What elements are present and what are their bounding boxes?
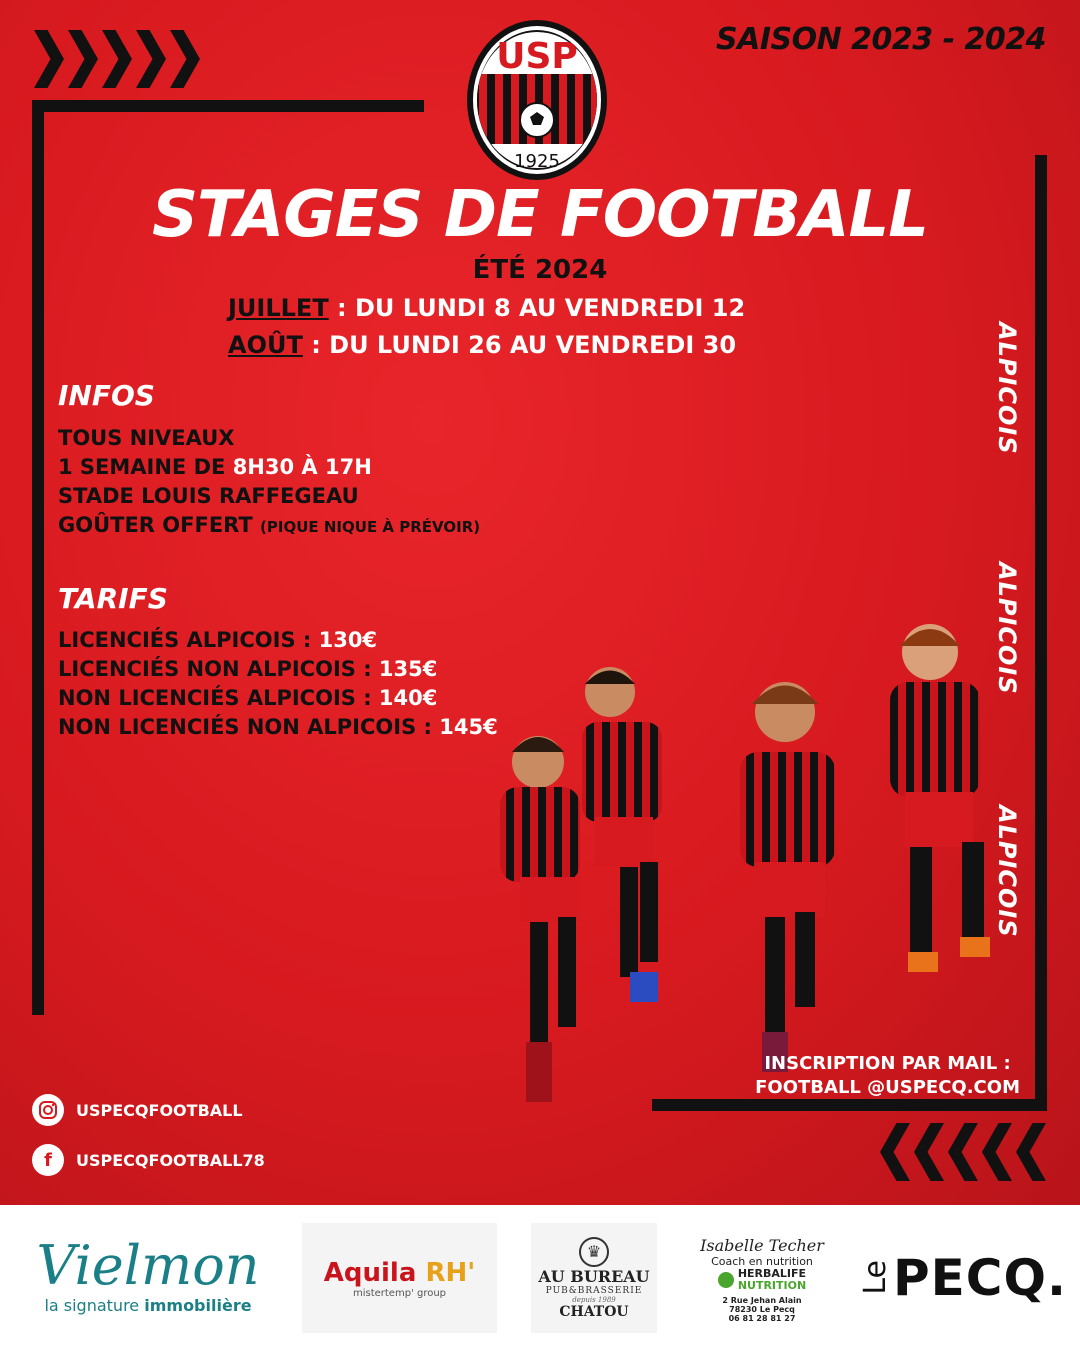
aubureau-since: depuis 1989 <box>572 1295 616 1304</box>
vertical-word-2: ALPICOIS <box>993 562 1021 695</box>
herbalife-phone: 06 81 28 81 27 <box>728 1313 796 1323</box>
sponsor-aquila <box>302 1223 497 1333</box>
sponsor-aubureau <box>531 1223 657 1333</box>
info-snack: GOÛTER OFFERT (PIQUE NIQUE À PRÉVOIR) <box>58 513 481 537</box>
sponsor-herbalife <box>692 1219 832 1339</box>
crest-letters: USP <box>496 36 578 77</box>
season-label: SAISON 2023 - 2024 <box>716 22 1046 57</box>
frame-right-bar <box>1035 155 1047 1110</box>
herbalife-role: Coach en nutrition <box>711 1254 813 1268</box>
info-hours: 1 SEMAINE DE 8H30 À 17H <box>58 455 372 479</box>
date-range: : DU LUNDI 8 AU VENDREDI 12 <box>328 294 746 322</box>
crown-icon: ♛ <box>579 1237 609 1267</box>
aubureau-city: CHATOU <box>559 1303 629 1320</box>
info-stadium: STADE LOUIS RAFFEGEAU <box>58 484 359 508</box>
tarifs-heading: TARIFS <box>58 582 168 615</box>
club-crest-logo <box>465 12 609 182</box>
vielmon-tagline: la signature immobilière <box>44 1296 252 1315</box>
instagram-handle: USPECQFOOTBALL <box>76 1100 243 1120</box>
lepecq-le: Le <box>858 1260 893 1295</box>
players-photo <box>490 612 1030 1102</box>
tarif-item: NON LICENCIÉS NON ALPICOIS : 145€ <box>58 715 498 739</box>
herbalife-address1: 2 Rue Jehan Alain <box>722 1295 802 1305</box>
registration-label: INSCRIPTION PAR MAIL : <box>764 1053 1011 1074</box>
infos-list <box>58 424 480 542</box>
aquila-logo-text: Aquila RH' <box>323 1257 476 1288</box>
infos-heading: INFOS <box>58 379 155 412</box>
aubureau-name: AU BUREAU <box>538 1266 650 1286</box>
leaf-icon <box>718 1272 734 1288</box>
registration-info <box>755 1052 1020 1100</box>
subtitle: ÉTÉ 2024 <box>472 255 608 285</box>
date-august <box>228 331 736 359</box>
frame-top-left-bar <box>32 100 424 112</box>
facebook-handle: USPECQFOOTBALL78 <box>76 1150 265 1170</box>
instagram-link[interactable] <box>32 1094 243 1126</box>
facebook-icon: f <box>32 1144 64 1176</box>
tarifs-list <box>58 626 498 742</box>
info-level: TOUS NIVEAUX <box>58 426 235 450</box>
sponsor-vielmon <box>28 1223 268 1328</box>
instagram-icon <box>32 1094 64 1126</box>
aubureau-sub: PUB&BRASSERIE <box>545 1285 643 1296</box>
date-range: : DU LUNDI 26 AU VENDREDI 30 <box>302 331 737 359</box>
tarif-item: NON LICENCIÉS ALPICOIS : 140€ <box>58 686 438 710</box>
herbalife-address2: 78230 Le Pecq <box>729 1304 795 1314</box>
herbalife-person: Isabelle Techer <box>700 1235 824 1255</box>
vielmon-logo-text: Vielmon <box>36 1234 260 1297</box>
date-month: JUILLET <box>228 294 329 322</box>
lepecq-name: PECQ <box>893 1248 1047 1307</box>
sponsor-lepecq <box>858 1235 1066 1320</box>
date-july <box>228 294 745 322</box>
vertical-word-3: ALPICOIS <box>993 805 1021 938</box>
tarif-item: LICENCIÉS NON ALPICOIS : 135€ <box>58 657 438 681</box>
facebook-link[interactable] <box>32 1144 265 1176</box>
chevrons-top-left <box>34 30 200 88</box>
aquila-sub: mistertemp' group <box>352 1287 447 1299</box>
date-month: AOÛT <box>228 331 303 359</box>
lepecq-dot: . <box>1047 1248 1066 1307</box>
registration-email[interactable]: FOOTBALL @USPECQ.COM <box>755 1077 1020 1098</box>
chevrons-bottom-right <box>880 1123 1046 1181</box>
herbalife-brand: HERBALIFE NUTRITION <box>718 1268 806 1292</box>
vertical-word-1: ALPICOIS <box>993 322 1021 455</box>
crest-year: 1925 <box>514 151 560 172</box>
sponsors-bar <box>0 1205 1080 1350</box>
page-title: STAGES DE FOOTBALL <box>151 178 929 252</box>
tarif-item: LICENCIÉS ALPICOIS : 130€ <box>58 628 378 652</box>
